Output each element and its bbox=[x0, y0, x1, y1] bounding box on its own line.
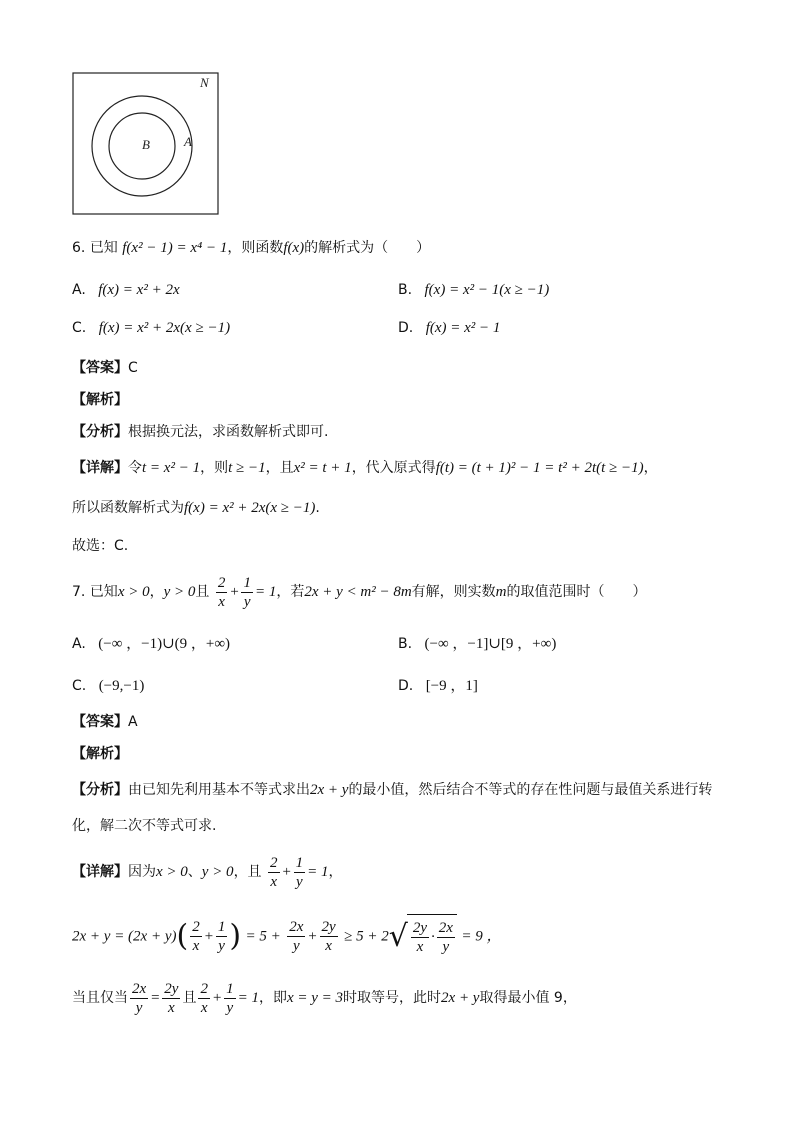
q7-frac-2x: $\frac{2}{x}$ bbox=[217, 574, 226, 610]
q7-frac-1y: $\frac{1}{y}$ bbox=[243, 574, 251, 610]
q7-option-d[interactable]: D. [−9 ，1] bbox=[398, 678, 478, 694]
q7-jiexi-tag: 【解析】 bbox=[72, 746, 128, 762]
venn-diagram bbox=[72, 72, 220, 216]
q6-jiexi-tag: 【解析】 bbox=[72, 392, 128, 408]
q6-option-d[interactable]: D. f(x) = x² − 1 bbox=[398, 320, 501, 336]
label-n: N bbox=[200, 75, 209, 90]
q6-option-a[interactable]: A. f(x) = x² + 2x bbox=[72, 282, 180, 298]
q7-stem: 7. 已知x > 0，y > 0且 $\frac{2}{x}$ + $\frac{1}{y}$ = 1，若2x + y < m² − 8m有解，则实数m的取值范围时（ ） bbox=[72, 574, 647, 610]
q7-option-a[interactable]: A. (−∞ ，−1)∪(9 ，+∞) bbox=[72, 636, 231, 652]
q7-analysis-line2: 化，解二次不等式可求. bbox=[72, 818, 217, 834]
q7-number: 7. bbox=[72, 584, 86, 600]
q6-number: 6. bbox=[72, 240, 86, 256]
q6-result: 所以函数解析式为f(x) = x² + 2x(x ≥ −1). bbox=[72, 500, 320, 516]
q6-given: f(x² − 1) = x⁴ − 1 bbox=[122, 240, 228, 256]
q6-answer: 【答案】C bbox=[72, 360, 138, 376]
q7-equality-condition: 当且仅当 $\frac{2x}{y}$ = $\frac{2y}{x}$ 且 $\frac{2}{x}$ + $\frac{1}{y}$ = 1，即x = y = 3时取等号，此时2x + y取得最小值 9， bbox=[72, 980, 577, 1016]
q7-answer-value: A bbox=[128, 714, 138, 730]
q7-option-c[interactable]: C. (−9,−1) bbox=[72, 678, 145, 694]
label-a: A bbox=[184, 134, 192, 149]
q6-option-c[interactable]: C. f(x) = x² + 2x(x ≥ −1) bbox=[72, 320, 231, 336]
q7-answer: 【答案】A bbox=[72, 714, 138, 730]
q6-detail: 【详解】令t = x² − 1，则t ≥ −1，且x² = t + 1，代入原式得f(t) = (t + 1)² − 1 = t² + 2t(t ≥ −1)， bbox=[72, 460, 658, 476]
q7-big-equation: 2x + y = (2x + y)( $\frac{2}{x}$ + $\frac{1}{y}$ ) = 5 + $\frac{2x}{y}$ + $\frac{2y}{x}$ ≥ 5 + 2 √ $\frac{2y}{x}$ · $\frac{2x}{y}$ = 9 ， bbox=[72, 914, 502, 959]
q6-choose: 故选：C. bbox=[72, 538, 129, 554]
q6-answer-value: C bbox=[128, 360, 138, 376]
q6-option-b[interactable]: B. f(x) = x² − 1(x ≥ −1) bbox=[398, 282, 550, 298]
q7-option-b[interactable]: B. (−∞ ，−1]∪[9 ，+∞) bbox=[398, 636, 557, 652]
q7-detail: 【详解】因为x > 0、y > 0，且 $\frac{2}{x}$ + $\frac{1}{y}$ = 1， bbox=[72, 854, 343, 890]
sqrt-expression: √ $\frac{2y}{x}$ · $\frac{2x}{y}$ bbox=[389, 914, 457, 959]
q6-stem: 6. 已知 f(x² − 1) = x⁴ − 1，则函数f(x)的解析式为（ ） bbox=[72, 240, 431, 256]
q6-analysis: 【分析】根据换元法，求函数解析式即可. bbox=[72, 424, 329, 440]
label-b: B bbox=[142, 137, 150, 152]
q7-analysis: 【分析】由已知先利用基本不等式求出2x + y的最小值，然后结合不等式的存在性问题与最值关系进行转 bbox=[72, 782, 713, 798]
